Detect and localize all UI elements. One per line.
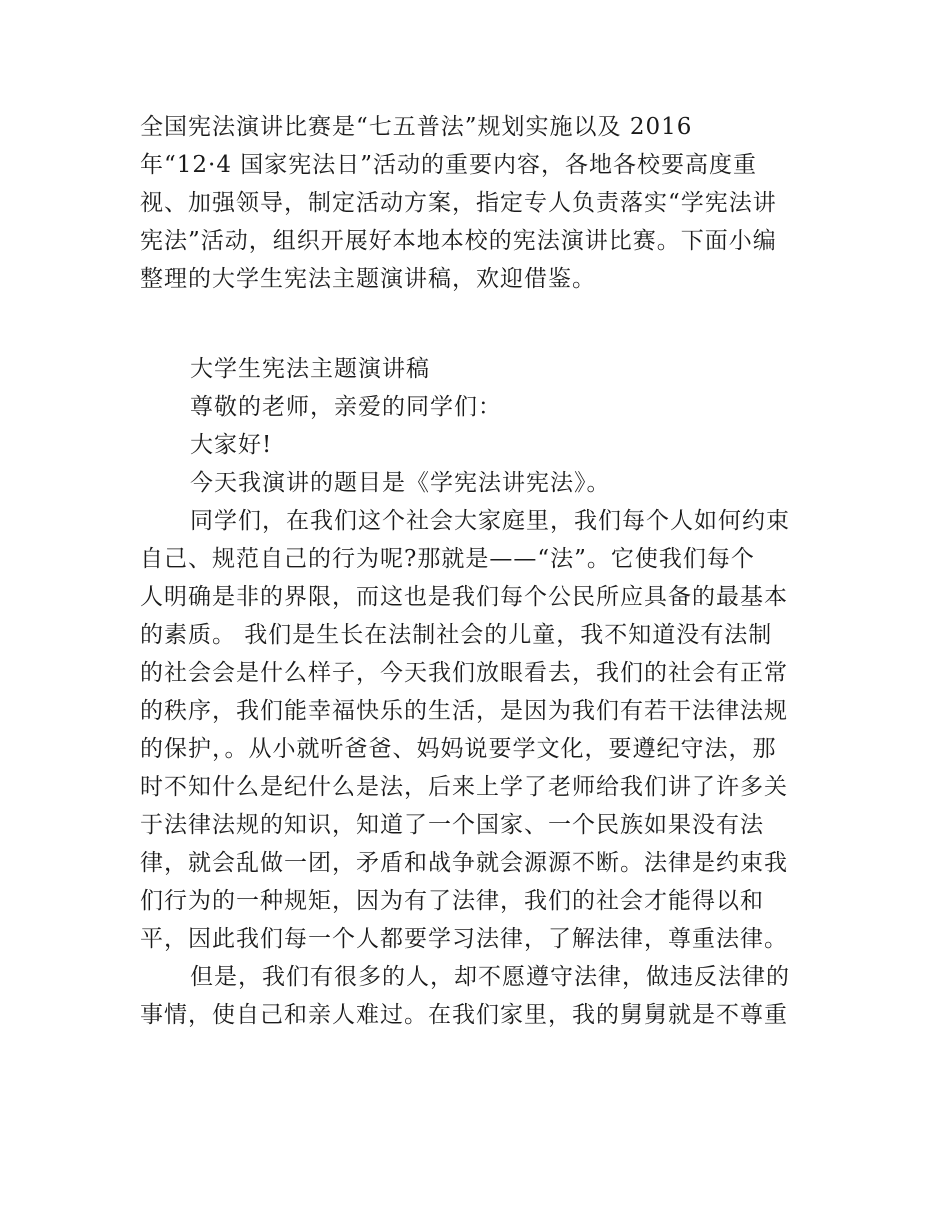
intro-line: 年“12·4 国家宪法日”活动的重要内容，各地各校要高度重 <box>140 152 758 178</box>
topic-line: 今天我演讲的题目是《学宪法讲宪法》。 <box>190 470 611 496</box>
body-line: 们行为的一种规矩，因为有了法律，我们的社会才能得以和 <box>140 888 764 914</box>
body-line: 人明确是非的界限，而这也是我们每个公民所应具备的最基本 <box>140 584 788 610</box>
body-line: 时不知什么是纪什么是法，后来上学了老师给我们讲了许多关 <box>140 774 788 800</box>
salutation: 尊敬的老师，亲爱的同学们： <box>190 394 502 420</box>
body-line: 自己、规范自己的行为呢?那就是——“法”。它使我们每个 <box>140 546 755 572</box>
speech-title: 大学生宪法主题演讲稿 <box>190 356 430 382</box>
document-body <box>140 108 820 1034</box>
body-line: 的社会会是什么样子，今天我们放眼看去，我们的社会有正常 <box>140 660 788 686</box>
body-line: 的秩序，我们能幸福快乐的生活，是因为我们有若干法律法规 <box>140 698 788 724</box>
intro-line: 视、加强领导，制定活动方案，指定专人负责落实“学宪法讲 <box>140 190 777 216</box>
body-line: 但是，我们有很多的人，却不愿遵守法律，做违反法律的 <box>190 964 790 990</box>
body-line: 律，就会乱做一团，矛盾和战争就会源源不断。法律是约束我 <box>140 850 788 876</box>
intro-line: 整理的大学生宪法主题演讲稿，欢迎借鉴。 <box>140 266 596 292</box>
body-line: 的保护，。从小就听爸爸、妈妈说要学文化，要遵纪守法，那 <box>140 736 777 762</box>
body-line: 的素质。 我们是生长在法制社会的儿童，我不知道没有法制 <box>140 622 773 648</box>
greeting: 大家好! <box>190 432 273 458</box>
paragraph-spacer <box>140 298 820 350</box>
intro-line: 宪法”活动，组织开展好本地本校的宪法演讲比赛。下面小编 <box>140 228 777 254</box>
body-line: 事情，使自己和亲人难过。在我们家里，我的舅舅就是不尊重 <box>140 1002 788 1028</box>
body-line: 同学们，在我们这个社会大家庭里，我们每个人如何约束 <box>190 508 790 534</box>
intro-line: 全国宪法演讲比赛是“七五普法”规划实施以及 2016 <box>140 114 693 140</box>
body-line: 平，因此我们每一个人都要学习法律，了解法律，尊重法律。 <box>140 926 788 952</box>
body-line: 于法律法规的知识，知道了一个国家、一个民族如果没有法 <box>140 812 764 838</box>
